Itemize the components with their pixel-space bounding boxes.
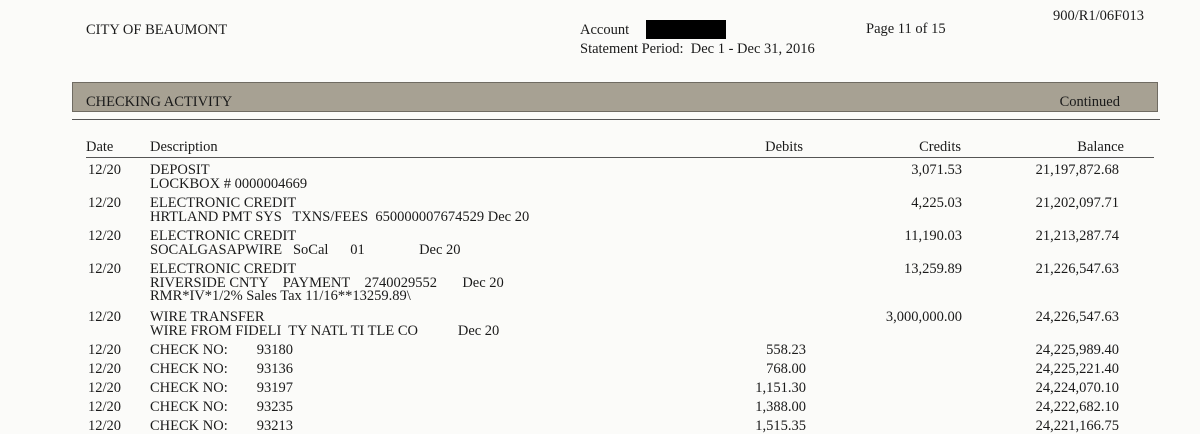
description-line: RIVERSIDE CNTY PAYMENT 2740029552 Dec 20 (150, 274, 504, 291)
row-balance: 24,221,166.75 (1035, 418, 1119, 434)
header-rule (86, 157, 1154, 158)
row-debit: 1,515.35 (755, 418, 806, 434)
row-date: 12/20 (88, 195, 122, 211)
description-line: WIRE TRANSFER (150, 309, 265, 325)
row-date: 12/20 (88, 228, 122, 244)
section-title: CHECKING ACTIVITY (86, 94, 233, 110)
row-balance: 21,213,287.74 (1035, 228, 1119, 244)
col-header-description: Description (150, 139, 218, 155)
row-date: 12/20 (88, 418, 122, 434)
row-description (150, 420, 293, 434)
statement-period: Statement Period: Dec 1 - Dec 31, 2016 (580, 41, 815, 57)
form-code: 900/R1/06F013 (1052, 8, 1144, 24)
row-balance: 21,197,872.68 (1035, 162, 1119, 178)
description-line: DEPOSIT (150, 162, 210, 178)
row-credit: 3,071.53 (911, 162, 962, 178)
description-line: ELECTRONIC CREDIT (150, 195, 297, 211)
row-balance: 24,225,221.40 (1035, 361, 1119, 377)
row-debit: 768.00 (766, 361, 806, 377)
row-debit: 1,388.00 (755, 399, 806, 415)
row-date: 12/20 (88, 342, 122, 358)
row-balance: 21,226,547.63 (1035, 261, 1119, 277)
row-credit: 11,190.03 (904, 228, 962, 244)
row-date: 12/20 (88, 361, 122, 377)
row-credit: 4,225.03 (911, 195, 962, 211)
row-date: 12/20 (88, 380, 122, 396)
row-description (150, 230, 461, 257)
description-line: ELECTRONIC CREDIT (150, 228, 297, 244)
row-description (150, 197, 529, 224)
description-line: CHECK NO: 93235 (150, 399, 293, 415)
description-line: CHECK NO: 93197 (150, 380, 293, 396)
section-header-bar (72, 82, 1158, 112)
description-line: HRTLAND PMT SYS TXNS/FEES 650000007674529 Dec 20 (150, 208, 530, 225)
page-number: Page 11 of 15 (866, 21, 946, 37)
row-description (150, 164, 307, 191)
description-line: CHECK NO: 93213 (150, 418, 293, 434)
row-date: 12/20 (88, 261, 122, 277)
row-balance: 24,226,547.63 (1035, 309, 1119, 325)
description-line: CHECK NO: 93136 (150, 361, 293, 377)
description-line: WIRE FROM FIDELI TY NATL TI TLE CO Dec 20 (150, 322, 500, 339)
description-line: SOCALGASAPWIRE SoCal 01 Dec 20 (150, 241, 461, 258)
section-continued: Continued (1059, 94, 1120, 110)
row-credit: 3,000,000.00 (885, 309, 962, 325)
row-description (150, 344, 293, 358)
description-line: RMR*IV*1/2% Sales Tax 11/16**13259.89\ (150, 288, 411, 304)
description-line: ELECTRONIC CREDIT (150, 261, 297, 277)
entity-name: CITY OF BEAUMONT (86, 22, 228, 38)
row-balance: 24,225,989.40 (1035, 342, 1119, 358)
row-description (150, 401, 293, 415)
description-line: LOCKBOX # 0000004669 (150, 175, 308, 192)
col-header-balance: Balance (1077, 139, 1124, 155)
account-label: Account (580, 22, 630, 38)
row-debit: 1,151.30 (755, 380, 806, 396)
row-debit: 558.23 (766, 342, 806, 358)
row-balance: 24,222,682.10 (1035, 399, 1119, 415)
divider (72, 119, 1160, 120)
account-number-redaction (646, 20, 726, 39)
row-date: 12/20 (88, 309, 122, 325)
col-header-credits: Credits (919, 139, 961, 155)
row-balance: 21,202,097.71 (1035, 195, 1119, 211)
description-line: CHECK NO: 93180 (150, 342, 293, 358)
row-description (150, 363, 293, 377)
col-header-debits: Debits (765, 139, 803, 155)
row-balance: 24,224,070.10 (1035, 380, 1119, 396)
row-credit: 13,259.89 (904, 261, 962, 277)
row-description (150, 382, 293, 396)
col-header-date: Date (86, 139, 114, 155)
row-date: 12/20 (88, 162, 122, 178)
row-date: 12/20 (88, 399, 122, 415)
row-description (150, 263, 504, 304)
row-description (150, 311, 499, 338)
